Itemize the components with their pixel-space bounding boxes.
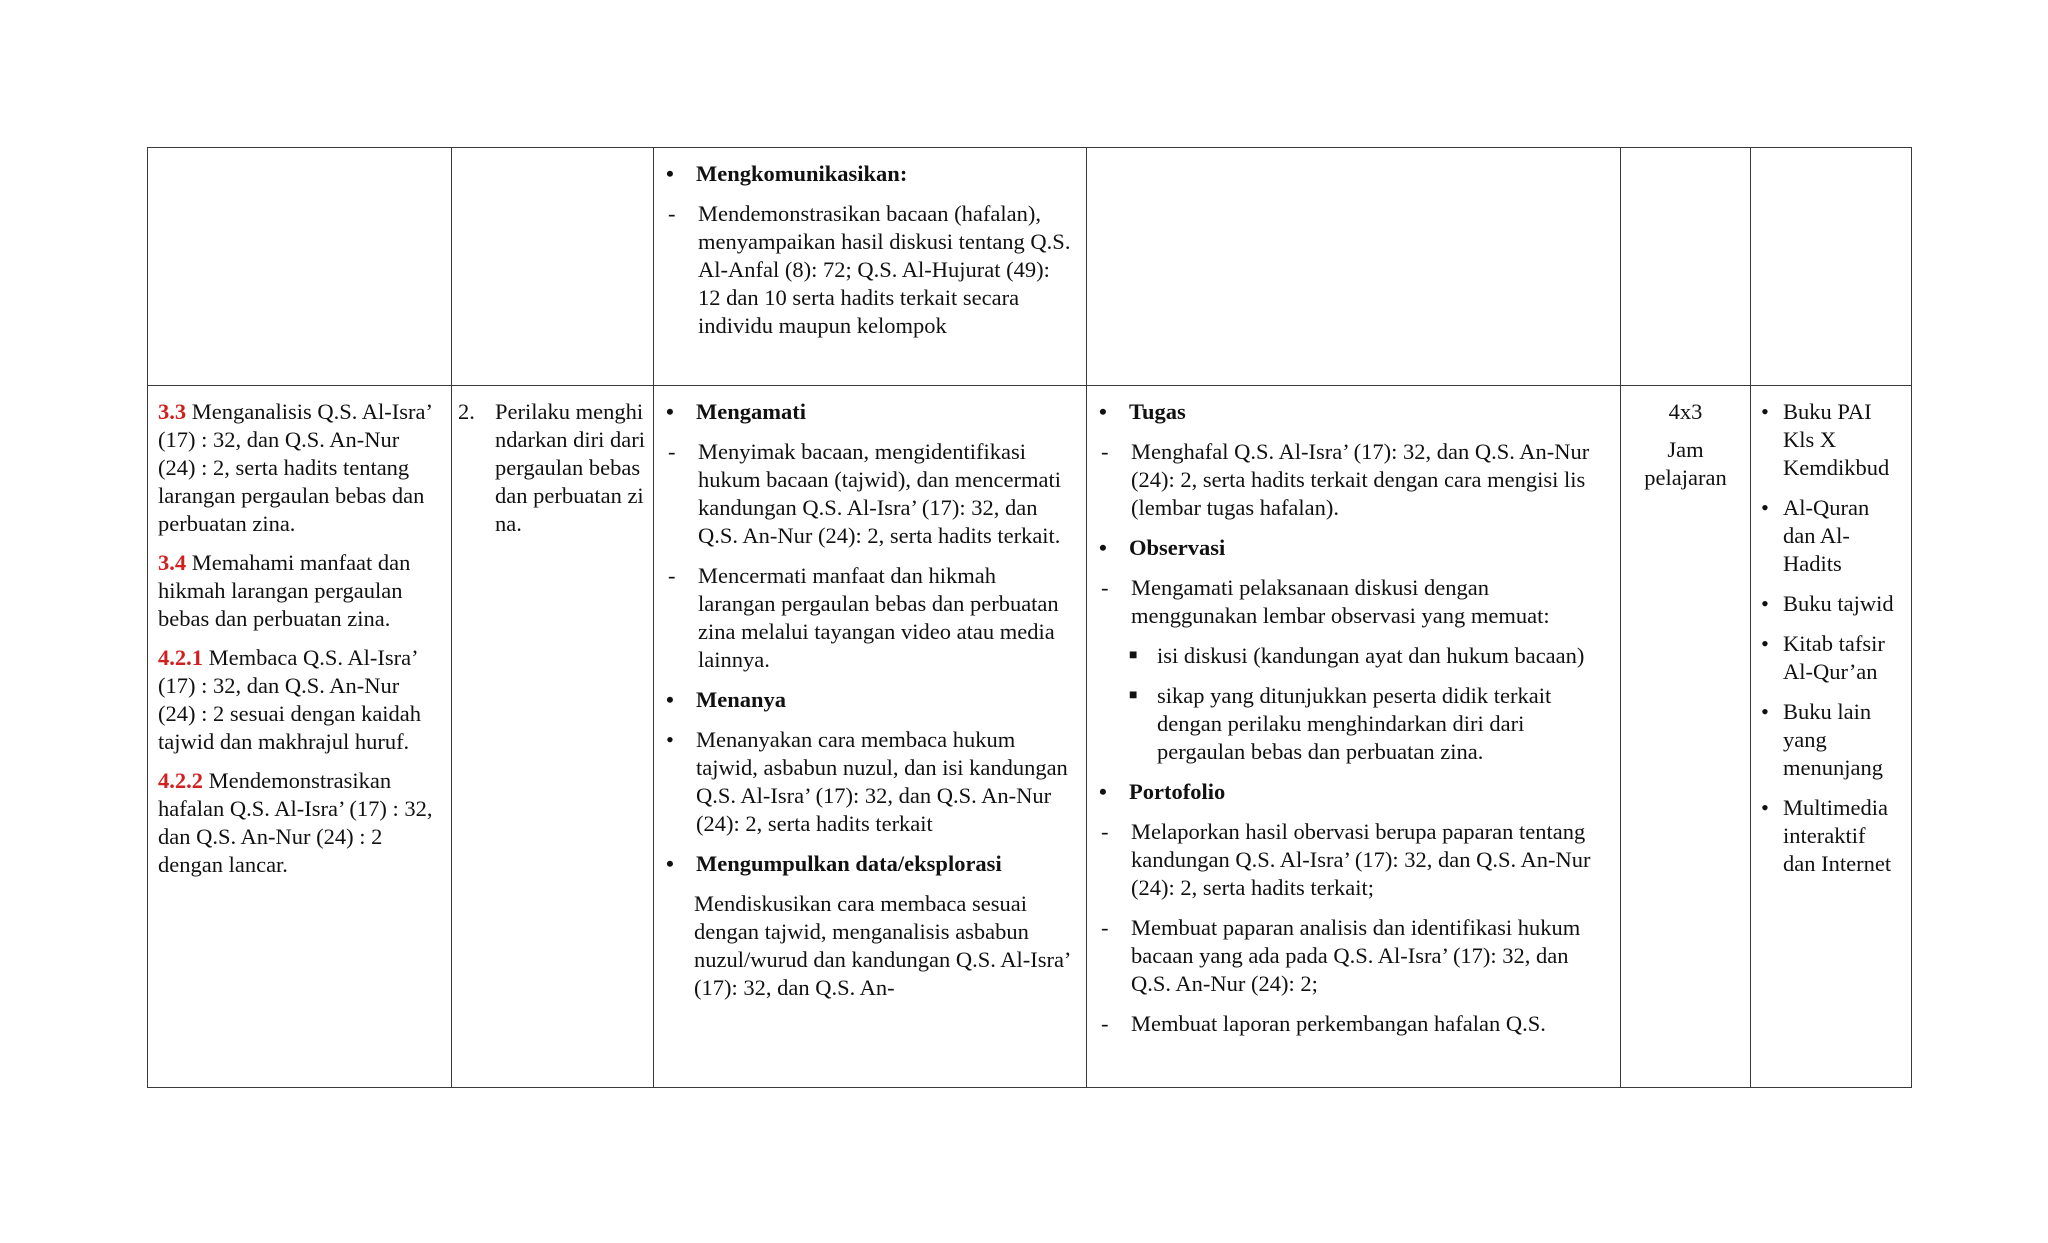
- list-item: • Kitab tafsir Al-Qur’an: [1761, 631, 1885, 684]
- sumber-cell-empty: [1751, 148, 1912, 386]
- list-item: - Membuat paparan analisis dan identifikasi hukum bacaan yang ada pada Q.S. Al-Isra’ (17): 32, dan Q.S. An-Nur (24): 2;: [1097, 914, 1610, 998]
- list-item: • Menanyakan cara membaca hukum tajwid, asbabun nuzul, dan isi kandungan Q.S. Al-Isra’ (17): 32, dan Q.S. An-Nur (24): 2, serta hadits terkait: [666, 727, 1068, 836]
- waktu-cell-empty: [1621, 148, 1751, 386]
- menanya-heading: • Menanya: [666, 687, 786, 712]
- kd-cell-empty: [148, 148, 452, 386]
- penilaian-cell-empty: [1087, 148, 1621, 386]
- list-item: - Melaporkan hasil obervasi berupa paparan tentang kandungan Q.S. Al-Isra’ (17): 32, dan Q.S. An-Nur (24): 2, serta hadits terkait;: [1097, 818, 1610, 902]
- table-row: [148, 386, 1912, 1088]
- penilaian-cell: [1087, 386, 1621, 1088]
- dash-marker: -: [1101, 915, 1109, 940]
- list-item: ■ sikap yang ditunjukkan peserta didik terkait dengan perilaku menghindarkan diri dari pergaulan bebas dan perbuatan zina.: [1125, 682, 1610, 766]
- kd-item: 4.2.2 Mendemonstrasikan hafalan Q.S. Al-Isra’ (17) : 32, dan Q.S. An-Nur (24) : 2 dengan lancar.: [158, 768, 433, 877]
- dash-marker: -: [668, 201, 676, 226]
- list-item: - Menghafal Q.S. Al-Isra’ (17): 32, dan Q.S. An-Nur (24): 2, serta hadits terkait dengan cara mengisi lis (lembar tugas hafalan).: [1097, 438, 1610, 522]
- lesson-plan-table: [147, 147, 1912, 1088]
- kd-item: 3.3 Menganalisis Q.S. Al-Isra’ (17) : 32, dan Q.S. An-Nur (24) : 2, serta hadits tentang larangan pergaulan bebas dan perbuatan zina.: [158, 399, 432, 536]
- kd-cell: [148, 386, 452, 1088]
- materi-cell: [452, 386, 654, 1088]
- bullet-icon: •: [1761, 699, 1769, 724]
- bullet-icon: •: [1099, 535, 1107, 560]
- list-item: • Al-Quran dan Al-Hadits: [1761, 495, 1870, 576]
- bullet-icon: •: [666, 399, 674, 424]
- tugas-heading: • Tugas: [1099, 399, 1186, 424]
- list-item: Mendiskusikan cara membaca sesuai dengan tajwid, menganalisis asbabun nuzul/wurud dan kandungan Q.S. Al-Isra’ (17): 32, dan Q.S. An-: [694, 891, 1070, 1000]
- square-bullet-icon: ■: [1129, 688, 1138, 703]
- dash-marker: -: [1101, 1011, 1109, 1036]
- square-bullet-icon: ■: [1129, 648, 1138, 663]
- list-item: - Mendemonstrasikan bacaan (hafalan), menyampaikan hasil diskusi tentang Q.S. Al-Anfal (8): 72; Q.S. Al-Hujurat (49): 12 dan 10 serta hadits terkait secara individu maupun kelompok: [664, 200, 1076, 340]
- list-item: - Membuat laporan perkembangan hafalan Q.S.: [1097, 1010, 1610, 1038]
- dash-marker: -: [668, 563, 676, 588]
- bullet-icon: •: [666, 161, 674, 186]
- list-item: ■ isi diskusi (kandungan ayat dan hukum bacaan): [1125, 642, 1610, 670]
- bullet-icon: •: [1761, 631, 1769, 656]
- bullet-icon: •: [1761, 591, 1769, 616]
- dash-marker: -: [668, 439, 676, 464]
- kegiatan-cell: [654, 148, 1087, 386]
- mengkomunikasikan-heading: • Mengkomunikasikan:: [666, 161, 908, 186]
- list-item: • Buku lain yang menunjang: [1761, 699, 1883, 780]
- list-item: • Multimedia interaktif dan Internet: [1761, 795, 1892, 876]
- bullet-icon: •: [1761, 399, 1769, 424]
- waktu-unit: Jam pelajaran: [1644, 437, 1727, 490]
- list-item: - Mencermati manfaat dan hikmah larangan pergaulan bebas dan perbuatan zina melalui tayangan video atau media lainnya.: [664, 562, 1076, 674]
- bullet-icon: •: [666, 727, 674, 752]
- materi-item: 2. Perilaku menghindarkan diri dari pergaulan bebas dan perbuatan zina.: [458, 399, 645, 536]
- waktu-cell: [1621, 386, 1751, 1088]
- list-item: • Buku tajwid: [1761, 591, 1894, 616]
- bullet-icon: •: [1099, 779, 1107, 804]
- list-item: - Menyimak bacaan, mengidentifikasi hukum bacaan (tajwid), dan mencermati kandungan Q.S. Al-Isra’ (17): 32, dan Q.S. An-Nur (24): 2, serta hadits terkait.: [664, 438, 1076, 550]
- portofolio-heading: • Portofolio: [1099, 779, 1226, 804]
- bullet-icon: •: [666, 687, 674, 712]
- sumber-cell: [1751, 386, 1912, 1088]
- dash-marker: -: [1101, 819, 1109, 844]
- mengumpulkan-heading: • Mengumpulkan data/eksplorasi: [666, 851, 1002, 876]
- waktu-value: 4x3: [1668, 399, 1703, 424]
- kd-item: 4.2.1 Membaca Q.S. Al-Isra’ (17) : 32, dan Q.S. An-Nur (24) : 2 sesuai dengan kaidah tajwid dan makhrajul huruf.: [158, 645, 422, 754]
- mengamati-heading: • Mengamati: [666, 399, 806, 424]
- materi-cell-empty: [452, 148, 654, 386]
- observasi-heading: • Observasi: [1099, 535, 1226, 560]
- bullet-icon: •: [1761, 795, 1769, 820]
- list-item: - Mengamati pelaksanaan diskusi dengan menggunakan lembar observasi yang memuat:: [1097, 574, 1610, 630]
- table-row: [148, 148, 1912, 386]
- list-item: • Buku PAI Kls X Kemdikbud: [1761, 399, 1890, 480]
- bullet-icon: •: [666, 851, 674, 876]
- dash-marker: -: [1101, 439, 1109, 464]
- kegiatan-cell: [654, 386, 1087, 1088]
- bullet-icon: •: [1761, 495, 1769, 520]
- dash-marker: -: [1101, 575, 1109, 600]
- kd-item: 3.4 Memahami manfaat dan hikmah larangan pergaulan bebas dan perbuatan zina.: [158, 550, 411, 631]
- bullet-icon: •: [1099, 399, 1107, 424]
